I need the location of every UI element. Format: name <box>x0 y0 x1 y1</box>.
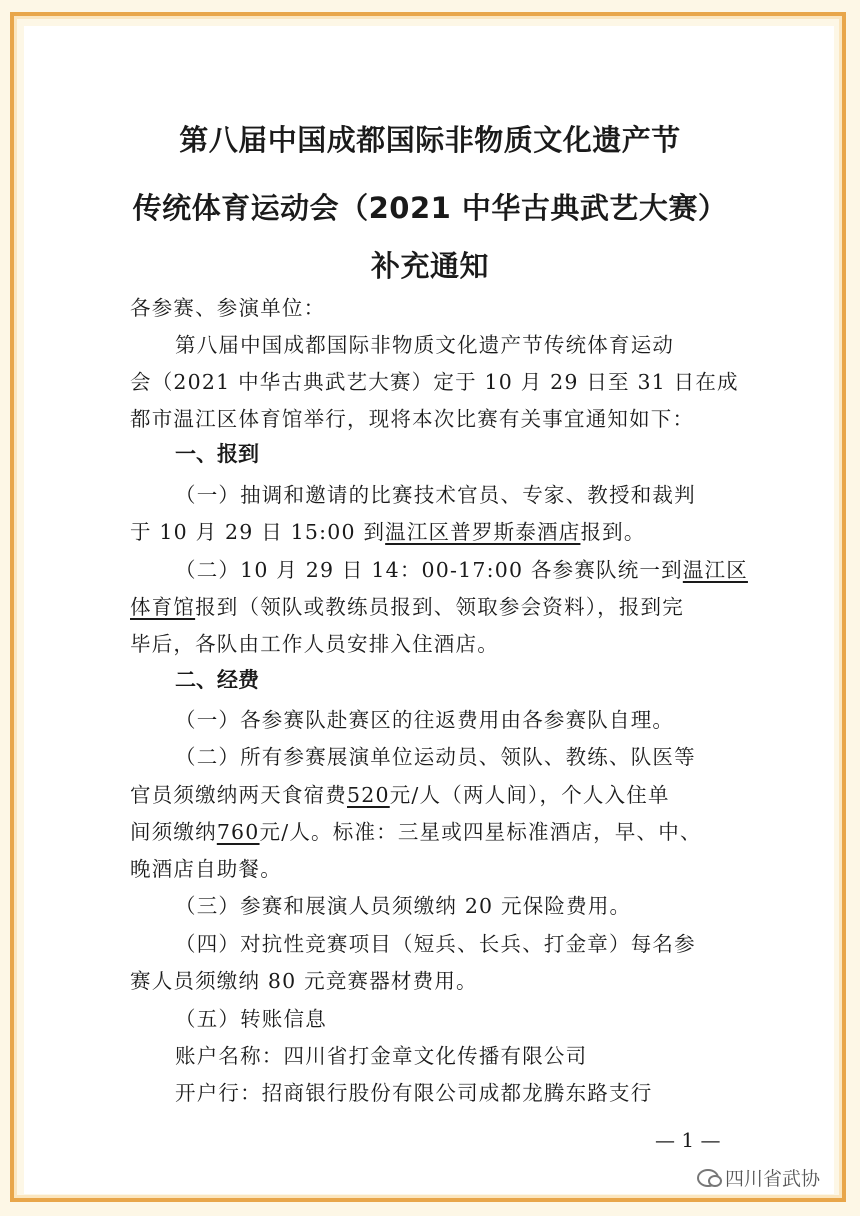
registration-p2-line-2: 体育馆报到（领队或教练员报到、领取参会资料），报到完 <box>130 595 684 619</box>
intro-line-3: 都市温江区体育馆举行，现将本次比赛有关事宜通知如下： <box>130 407 695 431</box>
watermark-text: 四川省武协 <box>725 1168 821 1190</box>
account-name: 账户名称：四川省打金章文化传播有限公司 <box>175 1044 588 1068</box>
intro-line-1: 第八届中国成都国际非物质文化遗产节传统体育运动 <box>175 333 675 357</box>
fees-p4-line-2: 赛人员须缴纳 80 元竞赛器材费用。 <box>130 969 478 993</box>
registration-p2-line-3: 毕后，各队由工作人员安排入住酒店。 <box>130 632 499 656</box>
fees-p4-line-1: （四）对抗性竞赛项目（短兵、长兵、打金章）每名参 <box>175 932 696 956</box>
wechat-icon <box>697 1169 719 1187</box>
fees-p5: （五）转账信息 <box>175 1007 327 1031</box>
registration-p1-line-1: （一）抽调和邀请的比赛技术官员、专家、教授和裁判 <box>175 483 696 507</box>
fees-p2-line-4: 晚酒店自助餐。 <box>130 857 282 881</box>
venue-name-part-1: 温江区 <box>682 558 748 582</box>
title-line-2: 传统体育运动会（2021 中华古典武艺大赛） <box>132 191 728 225</box>
title-line-1: 第八届中国成都国际非物质文化遗产节 <box>179 123 681 157</box>
section-heading-registration: 一、报到 <box>175 442 259 466</box>
venue-name-part-2: 体育馆 <box>130 595 196 619</box>
intro-line-2: 会（2021 中华古典武艺大赛）定于 10 月 29 日至 31 日在成 <box>130 370 739 394</box>
hotel-name: 温江区普罗斯泰酒店 <box>385 520 581 544</box>
fees-p3: （三）参赛和展演人员须缴纳 20 元保险费用。 <box>175 894 632 918</box>
fees-p2-line-2: 官员须缴纳两天食宿费520元/人（两人间），个人入住单 <box>130 783 670 807</box>
page-number: — 1 — <box>655 1128 721 1152</box>
bank-name: 开户行：招商银行股份有限公司成都龙腾东路支行 <box>175 1081 653 1105</box>
fees-p2-line-1: （二）所有参赛展演单位运动员、领队、教练、队医等 <box>175 745 696 769</box>
section-heading-fees: 二、经费 <box>175 668 259 692</box>
fees-p2-line-3: 间须缴纳760元/人。标准：三星或四星标准酒店，早、中、 <box>130 820 702 844</box>
fees-p1: （一）各参赛队赴赛区的往返费用由各参赛队自理。 <box>175 708 675 732</box>
watermark <box>697 1164 820 1191</box>
registration-p1-line-2: 于 10 月 29 日 15:00 到温江区普罗斯泰酒店报到。 <box>130 520 646 544</box>
title-line-3: 补充通知 <box>370 249 489 283</box>
registration-p2-line-1: （二）10 月 29 日 14：00-17:00 各参赛队统一到温江区 <box>175 558 748 582</box>
salutation: 各参赛、参演单位： <box>130 296 326 320</box>
fee-single-room: 760 <box>216 820 260 844</box>
fee-double-room: 520 <box>347 783 390 807</box>
